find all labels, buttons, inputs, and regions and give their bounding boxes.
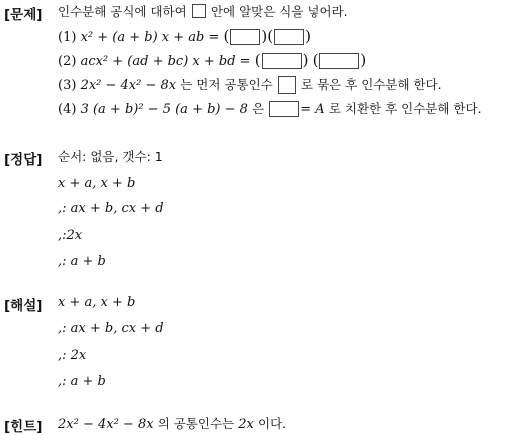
answer-line: x + a, x + b bbox=[58, 176, 136, 191]
problem-item-2 bbox=[58, 52, 366, 70]
instruction-text-end: 안에 알맞은 식을 넣어라. bbox=[210, 4, 348, 19]
answer-summary: 순서: 없음, 갯수: 1 bbox=[58, 149, 163, 164]
blank-box-icon bbox=[192, 4, 206, 18]
problem-item-3 bbox=[58, 76, 442, 94]
explanation-line: x + a, x + b bbox=[58, 295, 136, 310]
item-text-end: 로 치환한 후 인수분해 한다. bbox=[328, 101, 482, 116]
problem-item-4 bbox=[58, 101, 482, 118]
item-expression: 3 (a + b)² − 5 (a + b) − 8 bbox=[80, 102, 248, 117]
item-expression: 2x² − 4x² − 8x bbox=[80, 78, 177, 93]
blank-box-icon bbox=[319, 53, 359, 69]
explanation-line: ,: a + b bbox=[58, 374, 106, 389]
item-number: (4) bbox=[58, 102, 77, 117]
blank-box-icon[interactable] bbox=[269, 101, 299, 117]
problem-tag: [문제] bbox=[4, 7, 43, 23]
item-number: (2) bbox=[58, 54, 77, 69]
answer-slot[interactable]: ( ) bbox=[312, 51, 367, 69]
item-text-end: 로 묶은 후 인수분해 한다. bbox=[301, 77, 442, 92]
item-number: (3) bbox=[58, 78, 77, 93]
item-expression: acx² + (ad + bc) x + bd = bbox=[80, 54, 251, 69]
answer-slot[interactable]: ( ) bbox=[223, 27, 268, 45]
item-expression: x² + (a + b) x + ab = bbox=[80, 30, 220, 45]
blank-box-icon bbox=[262, 53, 302, 69]
answer-line: ,:2x bbox=[58, 228, 83, 243]
instruction-text: 인수분해 공식에 대하여 bbox=[58, 4, 187, 19]
blank-box-icon bbox=[274, 29, 304, 45]
item-text: 은 bbox=[252, 101, 265, 116]
problem-instruction bbox=[58, 4, 348, 21]
answer-line: ,: a + b bbox=[58, 254, 106, 269]
blank-box-icon bbox=[230, 29, 260, 45]
answer-slot[interactable]: ( ) bbox=[267, 27, 311, 45]
answer-tag: [정답] bbox=[4, 152, 43, 168]
hint-expression-2: 2x bbox=[238, 417, 254, 432]
explanation-tag: [해설] bbox=[4, 298, 43, 314]
hint-expression: 2x² − 4x² − 8x bbox=[58, 417, 154, 432]
explanation-line: ,: ax + b, cx + d bbox=[58, 321, 164, 336]
explanation-line: ,: 2x bbox=[58, 348, 87, 363]
item-number: (1) bbox=[58, 30, 77, 45]
item-expression-2: = A bbox=[300, 102, 325, 117]
answer-line: ,: ax + b, cx + d bbox=[58, 201, 164, 216]
hint-text-end: 이다. bbox=[258, 416, 287, 431]
blank-box-icon[interactable] bbox=[278, 76, 296, 94]
hint-text: 의 공통인수는 bbox=[157, 416, 235, 431]
hint-line bbox=[58, 416, 286, 433]
item-text: 는 먼저 공통인수 bbox=[180, 77, 273, 92]
hint-tag: [힌트] bbox=[4, 419, 43, 435]
answer-slot[interactable]: ( ) bbox=[254, 51, 309, 69]
problem-item-1 bbox=[58, 28, 311, 46]
